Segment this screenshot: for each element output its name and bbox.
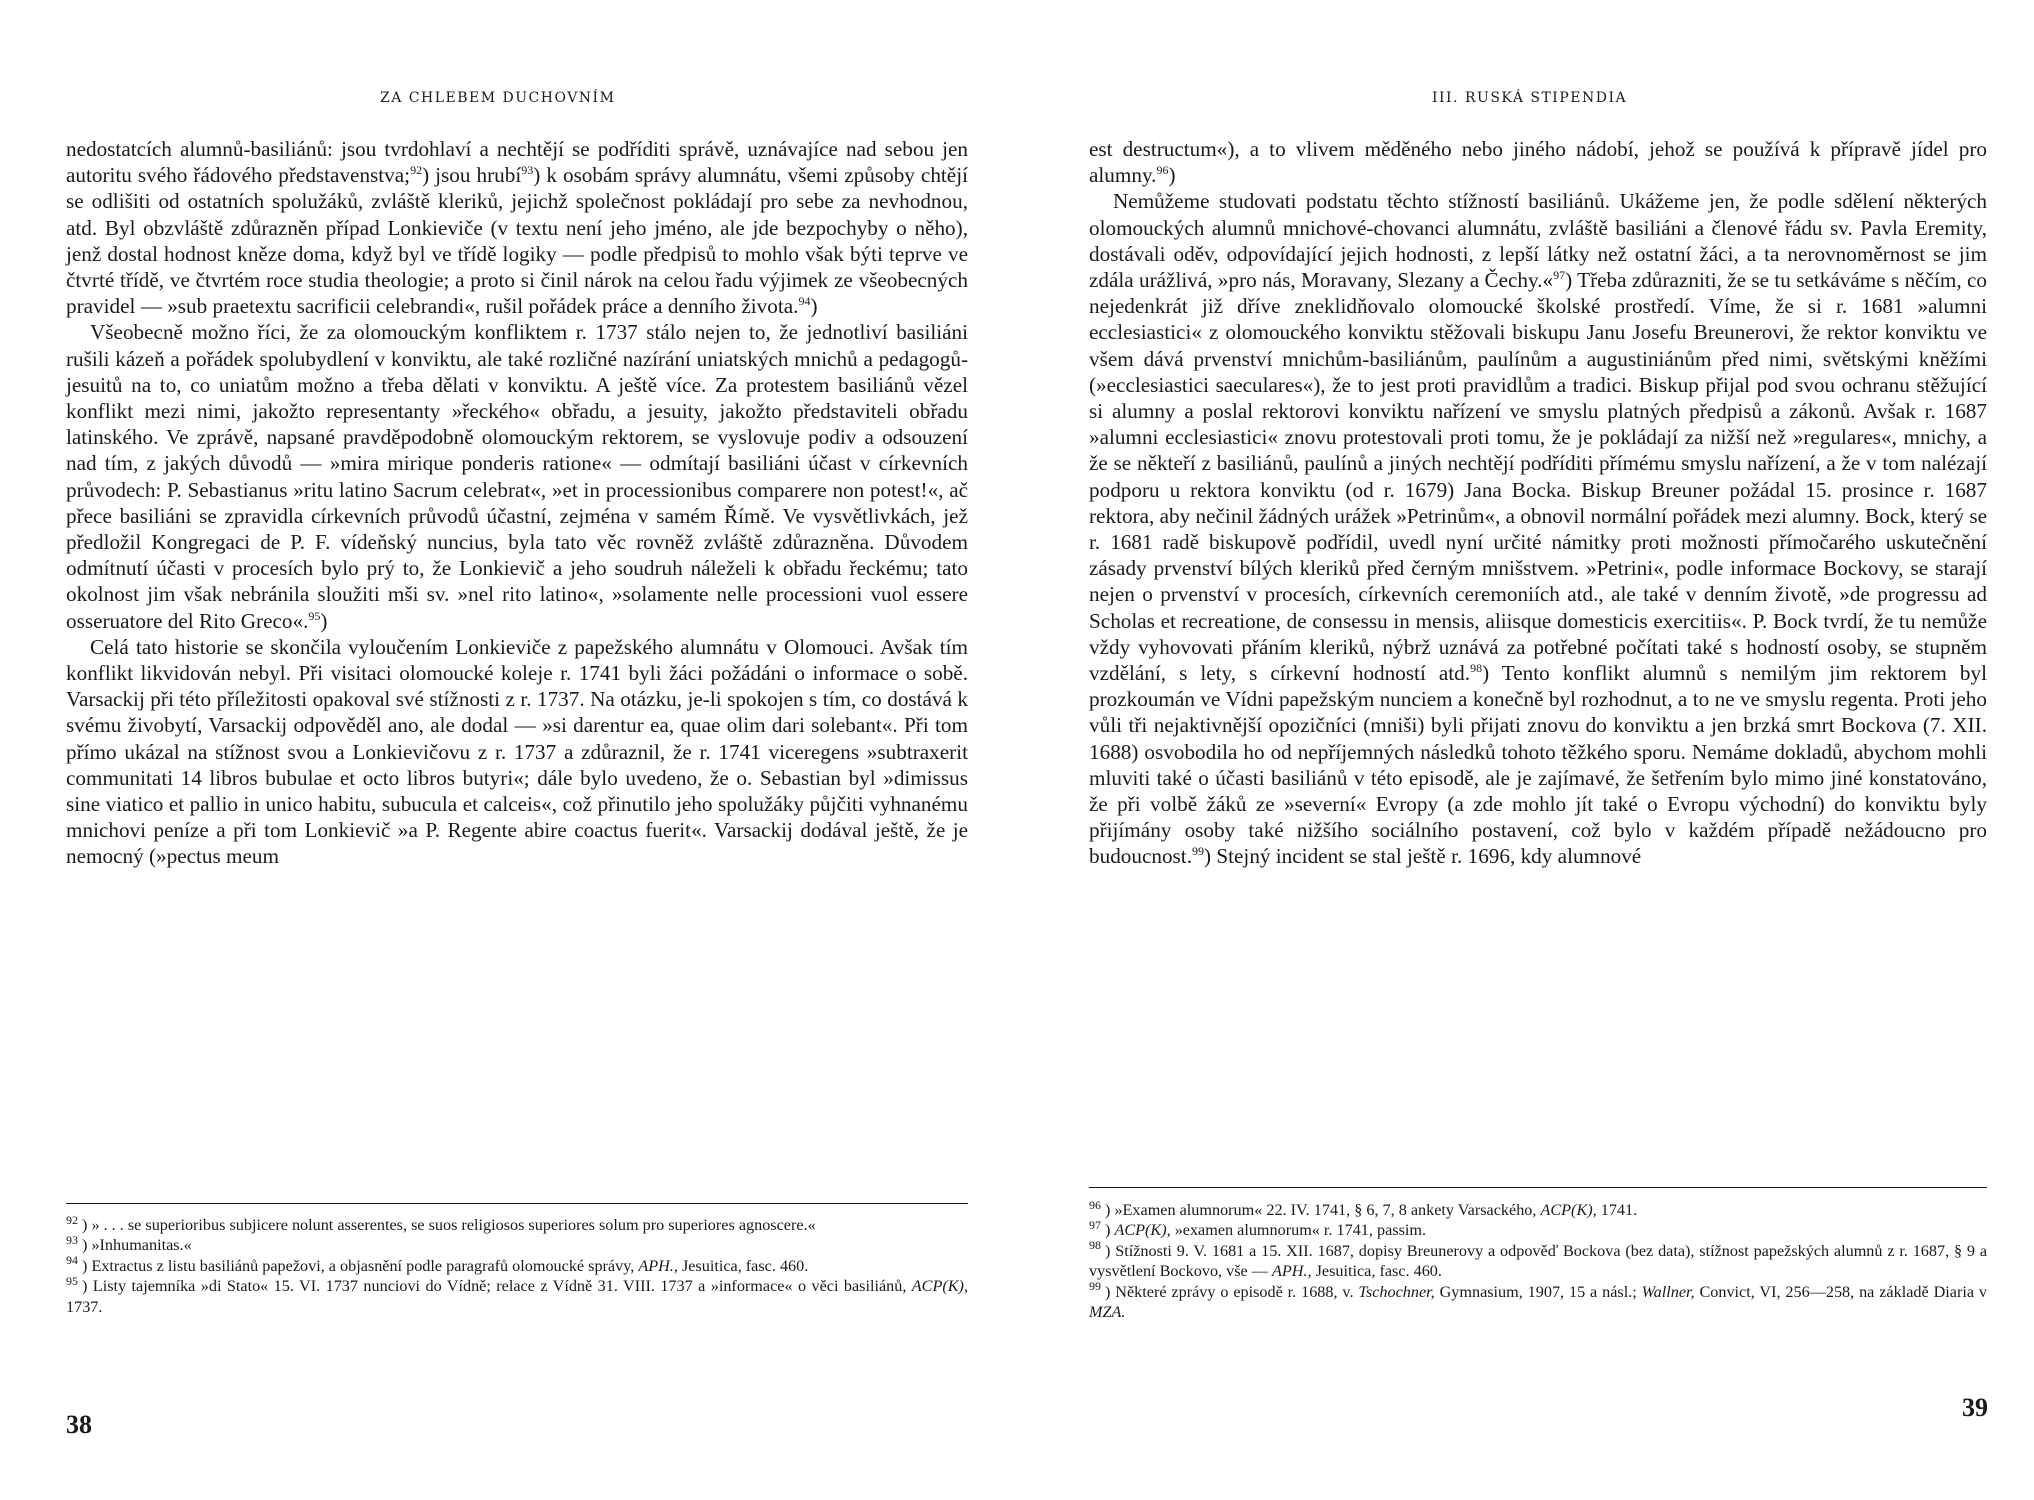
footnote-ref: 92 <box>410 163 423 178</box>
footnote-paren: ) <box>1105 1201 1115 1219</box>
text-run: »Examen alumnorum« 22. IV. 1741, § 6, 7, 8 ankety Varsackého, <box>1114 1201 1541 1219</box>
text-run: 1741. <box>1596 1201 1638 1219</box>
paragraph <box>1089 188 1987 869</box>
italic-text: Tschochner, <box>1358 1282 1435 1301</box>
text-run: Některé zprávy o episodě r. 1688, v. <box>1115 1282 1359 1301</box>
text-run: »examen alumnorum« r. 1741, passim. <box>1170 1221 1427 1240</box>
footnote <box>66 1253 968 1276</box>
footnote-number: 92 <box>66 1212 78 1227</box>
footnote-ref: 99 <box>1192 844 1204 859</box>
footnote <box>66 1273 968 1317</box>
italic-text: APH., <box>638 1256 678 1275</box>
footnote-number: 98 <box>1089 1238 1101 1253</box>
text-run: Extractus z listu basiliánů papežovi, a objasnění podle paragrafů olomoucké správy, <box>91 1256 639 1275</box>
footnote-paren: ) <box>1105 1241 1116 1260</box>
footnote-number: 95 <box>66 1273 78 1288</box>
italic-text: Wallner, <box>1641 1282 1695 1301</box>
text-run: » . . . se superioribus subjicere nolunt asserentes, se suos religiosos superiores solum pro superiores agnoscere.« <box>91 1216 816 1234</box>
text-run: Stížnosti 9. V. 1681 a 15. XII. 1687, dopisy Breunerovy a odpověď Bockova (bez data), stížnost papežských alumnů z r. 1687, § 9 a vysvětlení Bockovo, vše — <box>1089 1241 1987 1281</box>
footnote-paren: ) <box>82 1277 93 1296</box>
text-run: ) k osobám správy alumnátu, všemi způsoby chtějí se odlišiti od ostatních spolužáků, zvláště kleriků, jejichž společnost pokládají pro sebe za nevhodnou, atd. Byl obzvláště zdůrazněn případ Lonkieviče (v textu není jeho jméno, ale jde bezpochyby o něho), jenž dostal hodnost kněze doma, když byl ve třídě logiky — podle předpisů to mohlo však býti teprve ve čtvrté třídě, ve čtvrtém roce studia theologie; a proto si činil nárok na celou řadu výjimek ze všeobecných pravidel — »sub praetextu sacrificii celebrandi«, rušil pořádek práce a denního života. <box>66 163 968 319</box>
running-head-left: ZA CHLEBEM DUCHOVNÍM <box>380 90 616 106</box>
footnote-ref: 93 <box>521 163 534 178</box>
paragraph <box>66 136 968 319</box>
footnote-paren: ) <box>82 1256 92 1275</box>
footnote-ref: 98 <box>1470 661 1483 675</box>
footnote-number: 97 <box>1089 1218 1101 1233</box>
text-run: Convict, VI, 256—258, na základě Diaria v <box>1694 1282 1987 1301</box>
footnotes-right <box>1089 1197 1987 1322</box>
paragraph <box>1089 136 1987 188</box>
footnote-ref: 94 <box>798 294 811 309</box>
text-run: »Inhumanitas.« <box>91 1236 192 1255</box>
footnote-paren: ) <box>1105 1221 1115 1240</box>
right-page <box>1017 0 2034 1500</box>
text-run: nedostatcích alumnů-basiliánů: jsou tvrdohlaví a nechtějí se podříditi správě, uznávajíce nad sebou jen autoritu svého řádového představenstva; <box>66 137 968 188</box>
footnote-ref: 95 <box>308 608 321 623</box>
footnote-number: 94 <box>66 1253 78 1268</box>
italic-text: ACP(K), <box>1114 1221 1171 1240</box>
text-run: Jesuitica, fasc. 460. <box>1311 1262 1442 1281</box>
italic-text: ACP(K), <box>1540 1201 1597 1219</box>
italic-text: APH., <box>1272 1262 1312 1281</box>
footnote-ref: 97 <box>1553 267 1566 282</box>
italic-text: ACP(K), <box>911 1277 968 1296</box>
footnote <box>1089 1238 1987 1282</box>
text-run: ) <box>1168 163 1176 188</box>
footnote-paren: ) <box>82 1216 92 1234</box>
text-run: ) Stejný incident se stal ještě r. 1696, kdy alumnové <box>1204 844 1642 869</box>
footnote-paren: ) <box>82 1236 92 1255</box>
body-text-right <box>1089 136 1987 870</box>
footnote <box>1089 1279 1987 1323</box>
footnote <box>66 1212 968 1235</box>
footnote <box>1089 1220 1987 1240</box>
text-run: Všeobecně možno říci, že za olomouckým konfliktem r. 1737 stálo nejen to, že jednotliví basiliáni rušili kázeň a pořádek spolubydlení v konviktu, ale také rozličné nazírání uniatských mnichů a pedagogů-jesuitů na to, co uniatům možno a třeba dělati v konviktu. A ještě více. Za protestem basiliánů vězel konflikt mezi nimi, jakožto representanty »řeckého« obřadu, a jesuity, jakožto představiteli obřadu latinského. Ve zprávě, napsané pravděpodobně olomouckým rektorem, se vyslovuje podiv a odsouzení nad tím, z jakých důvodů — »mira mirique ponderis ratione« — odmítají basiliáni účast v církevních průvodech: P. Sebastianus »ritu latino Sacrum celebrat«, »et in processionibus comparere non potest!«, ač přece basiliáni se zpravidla církevních průvodů účastní, zejména v samém Římě. Ve vysvětlivkách, jež předložil Kongregaci de P. F. vídeňský nuncius, byla tato věc rovněž zvláště zdůrazněna. Důvodem odmítnutí účasti v procesích bylo prý to, že Lonkievič a jeho soudruh náleželi k obřadu řeckému; tato okolnost jim však nebránila sloužiti mši sv. »nel rito latino«, »solamente nelle processioni vuol essere osseruatore del Rito Greco«. <box>66 320 968 633</box>
paragraph <box>66 319 968 633</box>
footnote <box>1089 1197 1987 1220</box>
text-run: ) Třeba zdůrazniti, že se tu setkáváme s něčím, co nejedenkrát již dříve zneklidňovalo olomoucké školské prostředí. Víme, že si r. 1681 »alumni ecclesiastici« z olomouckého konviktu stěžovali biskupu Janu Josefu Breunerovi, že rektor konviktu ve všem dává prvenství mnichům-basiliánům, paulínům a augustiniánům před nimi, světskými kněžími (»ecclesiastici saeculares«), že to jest proti pravidlům a tradici. Biskup přijal pod svou ochranu stěžující si alumny a poslal rektorovi konviktu nařízení ve smyslu platných předpisů a zákonů. Avšak r. 1687 »alumni ecclesiastici« znovu protestovali proti tomu, že je pokládají za nižší než »regulares«, mnichy, a že se někteří z basiliánů, paulínů a jiných nechtějí podříditi přímému smyslu nařízení, a že v tom nalézají podporu u rektora konviktu (od r. 1679) Jana Bocka. Biskup Breuner požádal 15. prosince r. 1687 rektora, aby nečinil žádných urážek »Petrinům«, a obnovil normální pořádek mezi alumny. Bock, který se r. 1681 radě biskupově podřídil, uvedl nyní určité námitky proti možnosti přímočarého uskutečnění zásady prvenství bílých kleriků před černým mnišstvem. »Petrini«, podle informace Bockovy, se starají nejen o prvenství v procesích, církevních ceremoniích atd., ale také v denním životě, »de progressu ad Scholas et recreatione, de consessu in mensis, aliisque domesticis exercitiis«. P. Bock tvrdí, že tu nemůže vždy vyhovovati přáním kleriků, nýbrž uznává za potřebné počítati také s hodností osoby, se stupněm vzdělání, s lety, s církevní hodností atd. <box>1089 268 1987 686</box>
footnote-number: 99 <box>1089 1279 1101 1294</box>
footnote-paren: ) <box>1105 1282 1116 1301</box>
paragraph <box>66 634 968 870</box>
text-run: est destructum«), a to vlivem měděného nebo jiného nádobí, jehož se používá k přípravě jídel pro alumny. <box>1089 137 1987 188</box>
footnote-ref: 96 <box>1156 163 1169 178</box>
body-text-left <box>66 136 968 870</box>
footnotes-left <box>66 1212 968 1317</box>
text-run: ) jsou hrubí <box>422 163 522 188</box>
running-head-right: III. RUSKÁ STIPENDIA <box>1432 90 1628 106</box>
footnote-rule-right <box>1089 1187 1987 1188</box>
text-run: 1737. <box>66 1297 103 1316</box>
text-run: ) <box>810 294 818 319</box>
text-run: Celá tato historie se skončila vyloučením Lonkieviče z papežského alumnátu v Olomouci. Avšak tím konflikt likvidován nebyl. Při visitaci olomoucké koleje r. 1741 byli žáci požádáni o informace o sobě. Varsackij při této příležitosti opakoval své stížnosti z r. 1737. Na otázku, je-li spokojen s tím, co dostává k svému živobytí, Varsackij odpověděl ano, ale dodal — »si darentur ea, quae olim dari solebant«. Při tom přímo ukázal na stížnost svou a Lonkievičovu z r. 1737 a zdůraznil, že r. 1741 viceregens »subtraxerit communitati 14 libros bubulae et octo libros butyri«; dále bylo uvedeno, že o. Sebastian byl »dimissus sine viatico et pallio in unico habitu, subucula et calceis«, což přinutilo jeho spolužáky půjčiti vyhnanému mnichovi peníze a při tom Lonkievič »a P. Regente abire coactus fuerit«. Varsackij dodával ještě, že je nemocný (»pectus meum <box>66 634 968 869</box>
text-run: Gymnasium, 1907, 15 a násl.; <box>1434 1282 1642 1301</box>
footnote-number: 96 <box>1089 1197 1101 1212</box>
text-run: ) Tento konflikt alumnů s nemilým jim rektorem byl prozkoumán ve Vídni papežským nunciem a konečně byl rozhodnut, a to ne ve smyslu regenta. Proti jeho vůli tři nejaktivnější opozičníci (mniši) byli přijati znovu do konviktu a jen brzká smrt Bockova (7. XII. 1688) osvobodila ho od nepříjemných následků tohoto těžkého sporu. Nemáme dokladů, abychom mohli mluviti také o účasti basiliánů v této episodě, ale je zajímavé, že šetřením bylo mimo jiné konstatováno, že při volbě žáků ze »severní« Evropy (a zde mohlo jít také o Evropu východní) do konviktu byly přijímány osoby také nižšího sociálního postavení, což bylo v každém případě nežádoucno pro budoucnost. <box>1089 661 1987 869</box>
page-number-left: 38 <box>66 1410 92 1439</box>
text-run: ) <box>320 608 328 633</box>
text-run: Listy tajemníka »di Stato« 15. VI. 1737 nunciovi do Vídně; relace z Vídně 31. VIII. 1737 a »informace« o věci basiliánů, <box>92 1277 912 1296</box>
page-number-right: 39 <box>1962 1393 1988 1422</box>
footnote <box>66 1235 968 1255</box>
text-run: Jesuitica, fasc. 460. <box>677 1256 809 1275</box>
footnote-rule-left <box>66 1203 968 1204</box>
text-run: Nemůžeme studovati podstatu těchto stížností basiliánů. Ukážeme jen, že podle sdělení některých olomouckých alumnů mnichové-chovanci alumnátu, zvláště basiliáni a členové řádu sv. Pavla Eremity, dostávali oděv, odpovídající jejich hodnosti, z lepší látky než ostatní žáci, a ta nerovnoměrnost se jim zdála urážlivá, »pro nás, Moravany, Slezany a Čechy.« <box>1089 189 1987 293</box>
footnote-number: 93 <box>66 1233 78 1248</box>
italic-text: MZA. <box>1089 1303 1126 1322</box>
